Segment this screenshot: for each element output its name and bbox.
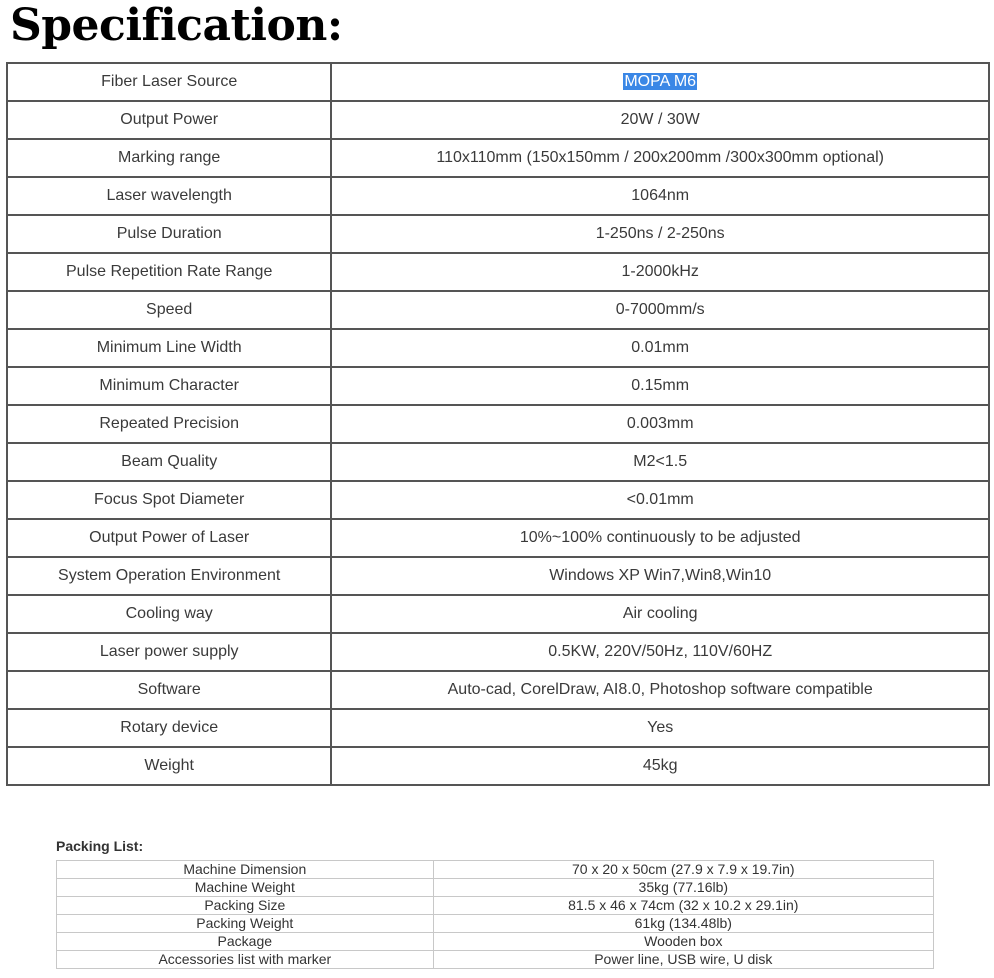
- spec-label: Output Power of Laser: [7, 519, 331, 557]
- packing-label: Package: [57, 933, 434, 951]
- table-row: [7, 633, 989, 671]
- packing-list-title: Packing List:: [56, 838, 144, 854]
- spec-value: 0-7000mm/s: [331, 291, 989, 329]
- spec-value: 45kg: [331, 747, 989, 785]
- spec-value: 0.15mm: [331, 367, 989, 405]
- table-row: [7, 329, 989, 367]
- spec-label: System Operation Environment: [7, 557, 331, 595]
- spec-label: Fiber Laser Source: [7, 63, 331, 101]
- spec-value: 1-2000kHz: [331, 253, 989, 291]
- table-row: [7, 709, 989, 747]
- packing-label: Packing Size: [57, 897, 434, 915]
- table-row: [7, 177, 989, 215]
- table-row: [7, 747, 989, 785]
- spec-label: Laser power supply: [7, 633, 331, 671]
- spec-label: Software: [7, 671, 331, 709]
- spec-value: 20W / 30W: [331, 101, 989, 139]
- table-row: [57, 951, 934, 969]
- packing-value: 81.5 x 46 x 74cm (32 x 10.2 x 29.1in): [433, 897, 933, 915]
- packing-value: Wooden box: [433, 933, 933, 951]
- table-row: [7, 405, 989, 443]
- spec-label: Weight: [7, 747, 331, 785]
- table-row: [57, 897, 934, 915]
- packing-label: Machine Weight: [57, 879, 434, 897]
- table-row: [7, 367, 989, 405]
- table-row: [7, 595, 989, 633]
- spec-value: Air cooling: [331, 595, 989, 633]
- spec-value: <0.01mm: [331, 481, 989, 519]
- packing-label: Accessories list with marker: [57, 951, 434, 969]
- specification-table: [6, 62, 990, 786]
- spec-value: [331, 63, 989, 101]
- table-row: [7, 671, 989, 709]
- table-row: [7, 253, 989, 291]
- table-row: [7, 557, 989, 595]
- spec-value: 0.01mm: [331, 329, 989, 367]
- packing-value: 70 x 20 x 50cm (27.9 x 7.9 x 19.7in): [433, 861, 933, 879]
- spec-label: Minimum Character: [7, 367, 331, 405]
- spec-label: Beam Quality: [7, 443, 331, 481]
- spec-label: Minimum Line Width: [7, 329, 331, 367]
- spec-label: Pulse Repetition Rate Range: [7, 253, 331, 291]
- spec-label: Marking range: [7, 139, 331, 177]
- page-title: Specification:: [10, 0, 343, 51]
- table-row: [57, 861, 934, 879]
- table-row: [7, 139, 989, 177]
- table-row: [57, 879, 934, 897]
- table-row: [7, 291, 989, 329]
- table-row: [7, 215, 989, 253]
- table-row: [57, 933, 934, 951]
- table-row: [7, 63, 989, 101]
- table-row: [7, 101, 989, 139]
- spec-value: 0.003mm: [331, 405, 989, 443]
- spec-value: 110x110mm (150x150mm / 200x200mm /300x300mm optional): [331, 139, 989, 177]
- spec-label: Cooling way: [7, 595, 331, 633]
- spec-value: 10%~100% continuously to be adjusted: [331, 519, 989, 557]
- packing-value: 35kg (77.16lb): [433, 879, 933, 897]
- spec-value: Auto-cad, CorelDraw, AI8.0, Photoshop software compatible: [331, 671, 989, 709]
- table-row: [7, 443, 989, 481]
- spec-value: Windows XP Win7,Win8,Win10: [331, 557, 989, 595]
- packing-label: Machine Dimension: [57, 861, 434, 879]
- selected-text[interactable]: MOPA M6: [624, 73, 697, 90]
- spec-label: Pulse Duration: [7, 215, 331, 253]
- spec-label: Speed: [7, 291, 331, 329]
- table-row: [7, 481, 989, 519]
- spec-value: M2<1.5: [331, 443, 989, 481]
- packing-list-table: [56, 860, 934, 969]
- spec-value: 0.5KW, 220V/50Hz, 110V/60HZ: [331, 633, 989, 671]
- spec-label: Rotary device: [7, 709, 331, 747]
- packing-label: Packing Weight: [57, 915, 434, 933]
- spec-value: 1-250ns / 2-250ns: [331, 215, 989, 253]
- spec-value: Yes: [331, 709, 989, 747]
- spec-label: Focus Spot Diameter: [7, 481, 331, 519]
- packing-value: Power line, USB wire, U disk: [433, 951, 933, 969]
- spec-value: 1064nm: [331, 177, 989, 215]
- spec-label: Output Power: [7, 101, 331, 139]
- table-row: [57, 915, 934, 933]
- spec-label: Repeated Precision: [7, 405, 331, 443]
- table-row: [7, 519, 989, 557]
- packing-value: 61kg (134.48lb): [433, 915, 933, 933]
- spec-label: Laser wavelength: [7, 177, 331, 215]
